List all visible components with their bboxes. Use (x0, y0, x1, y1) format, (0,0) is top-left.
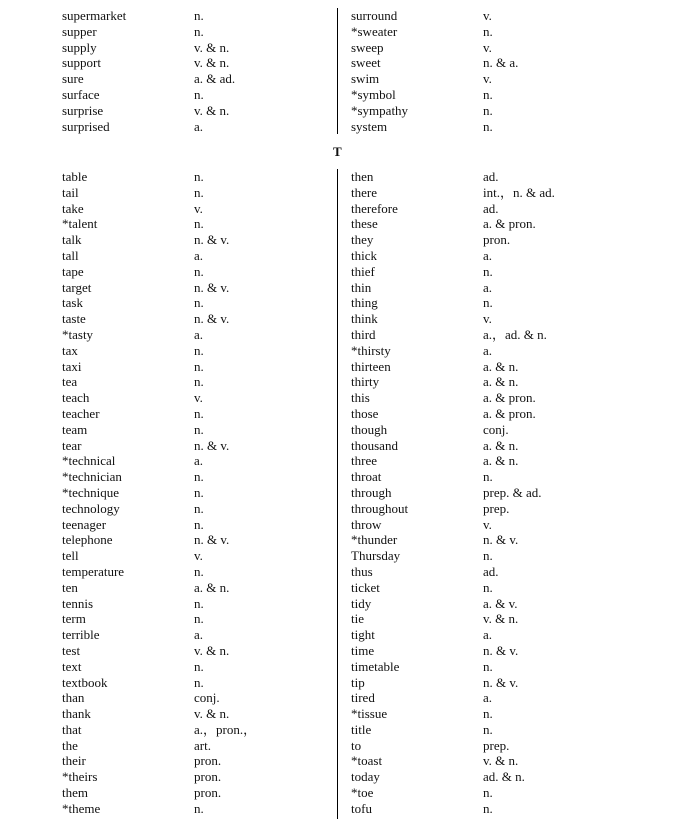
part-of-speech: n. (483, 658, 493, 674)
part-of-speech: n. & v. (194, 532, 230, 548)
vocab-word: *tissue (351, 706, 388, 722)
vocab-word: table (62, 169, 88, 184)
vocab-word: thing (351, 295, 378, 311)
part-of-speech: n. (483, 548, 493, 564)
part-of-speech: art. (194, 737, 211, 753)
part-of-speech: a. (194, 247, 204, 263)
vocab-word: tidy (351, 595, 372, 611)
vocab-word: *technique (62, 484, 120, 500)
vocab-word: thick (351, 247, 377, 263)
vocab-word: test (62, 642, 81, 658)
part-of-speech: n. & v. (483, 674, 519, 690)
vocab-word: tail (62, 184, 79, 200)
part-of-speech: pron. (194, 785, 222, 801)
vocab-word: *talent (62, 216, 98, 232)
part-of-speech: n. & v. (194, 311, 230, 327)
vocab-word: telephone (62, 532, 113, 548)
part-of-speech: n. & v. (483, 642, 519, 658)
vocab-word: sweep (351, 39, 384, 55)
part-of-speech: ad. (483, 169, 499, 184)
vocab-word: then (351, 169, 374, 184)
part-of-speech: n. (483, 86, 493, 102)
vocab-word: *theirs (62, 769, 98, 785)
part-of-speech: a.，ad. & n. (483, 326, 547, 342)
vocab-word: throughout (351, 500, 409, 516)
vocab-word: *symbol (351, 86, 396, 102)
part-of-speech: v. (194, 548, 203, 564)
vocab-word: thousand (351, 437, 398, 453)
vocab-word: ten (62, 579, 78, 595)
vocab-word: swim (351, 71, 380, 87)
part-of-speech: a. & n. (483, 453, 519, 469)
vocab-word: tofu (351, 800, 372, 816)
vocab-word: taxi (62, 358, 82, 374)
vocab-word: timetable (351, 658, 400, 674)
part-of-speech: a. & pron. (483, 216, 536, 232)
part-of-speech: v. (483, 516, 492, 532)
part-of-speech: a. (483, 342, 493, 358)
vocab-word: supper (62, 23, 97, 39)
part-of-speech: n. (194, 405, 204, 421)
vocab-word: teenager (62, 516, 107, 532)
part-of-speech: n. (483, 721, 493, 737)
part-of-speech: a. & n. (483, 374, 519, 390)
part-of-speech: a. (483, 247, 493, 263)
vocab-word: textbook (62, 674, 108, 690)
part-of-speech: v. & n. (483, 753, 519, 769)
vocab-word: thin (351, 279, 372, 295)
part-of-speech: a. (194, 627, 204, 643)
vocab-word: surprise (62, 102, 104, 118)
part-of-speech: n. (194, 595, 204, 611)
part-of-speech: n. (483, 706, 493, 722)
part-of-speech: n. (194, 358, 204, 374)
part-of-speech: ad. (483, 563, 499, 579)
vocab-word: surround (351, 8, 398, 23)
part-of-speech: n. (483, 800, 493, 816)
part-of-speech: n. (483, 263, 493, 279)
part-of-speech: n. (194, 658, 204, 674)
vocab-word: tall (62, 247, 79, 263)
part-of-speech: a. (194, 326, 204, 342)
part-of-speech: a. (483, 627, 493, 643)
vocab-word: therefore (351, 200, 398, 216)
vocab-word: *sympathy (351, 102, 409, 118)
part-of-speech: pron. (194, 769, 222, 785)
part-of-speech: v. (194, 390, 203, 406)
part-of-speech: n. (194, 342, 204, 358)
part-of-speech: a. & ad. (194, 71, 236, 87)
vocab-word: teacher (62, 405, 100, 421)
part-of-speech: a.，pron.， (194, 721, 257, 737)
vocab-word: those (351, 405, 379, 421)
vocab-word: though (351, 421, 388, 437)
vocab-word: tight (351, 627, 375, 643)
vocab-word: supply (62, 39, 97, 55)
vocab-word: sure (62, 71, 84, 87)
part-of-speech: pron. (483, 232, 511, 248)
vocab-word: these (351, 216, 378, 232)
part-of-speech: n. & v. (194, 232, 230, 248)
part-of-speech: conj. (194, 690, 220, 706)
part-of-speech: a. & v. (483, 595, 518, 611)
part-of-speech: a. & n. (483, 358, 519, 374)
part-of-speech: n. (194, 8, 204, 23)
vocab-word: ticket (351, 579, 380, 595)
part-of-speech: v. (194, 200, 203, 216)
part-of-speech: v. & n. (194, 55, 230, 71)
vocab-word: tea (62, 374, 78, 390)
part-of-speech: v. & n. (194, 102, 230, 118)
part-of-speech: n. (194, 516, 204, 532)
vocab-word: taste (62, 311, 86, 327)
vocab-word: *sweater (351, 23, 398, 39)
vocab-word: surface (62, 86, 100, 102)
vocab-word: *technical (62, 453, 116, 469)
vocab-word: than (62, 690, 85, 706)
part-of-speech: n. & v. (194, 437, 230, 453)
part-of-speech: n. (194, 800, 204, 816)
part-of-speech: n. (194, 86, 204, 102)
part-of-speech: v. (483, 311, 492, 327)
part-of-speech: v. & n. (194, 706, 230, 722)
part-of-speech: n. (194, 674, 204, 690)
part-of-speech: n. (194, 421, 204, 437)
vocab-word: teach (62, 390, 90, 406)
vocab-word: surprised (62, 118, 110, 134)
part-of-speech: n. (483, 102, 493, 118)
part-of-speech: a. (483, 279, 493, 295)
part-of-speech: a. & pron. (483, 390, 536, 406)
part-of-speech: a. & pron. (483, 405, 536, 421)
part-of-speech: n. (194, 484, 204, 500)
vocab-word: the (62, 737, 78, 753)
vocab-word: tired (351, 690, 375, 706)
vocab-word: tax (62, 342, 78, 358)
vocab-word: throat (351, 469, 382, 485)
part-of-speech: prep. & ad. (483, 484, 542, 500)
vocab-word: *technician (62, 469, 122, 485)
vocab-word: target (62, 279, 92, 295)
part-of-speech: n. (194, 216, 204, 232)
vocab-word: three (351, 453, 377, 469)
vocab-word: technology (62, 500, 120, 516)
part-of-speech: a. (194, 118, 204, 134)
part-of-speech: v. & n. (483, 611, 519, 627)
part-of-speech: prep. (483, 500, 510, 516)
vocab-word: take (62, 200, 84, 216)
part-of-speech: ad. (483, 200, 499, 216)
part-of-speech: n. (483, 118, 493, 134)
vocab-word: Thursday (351, 548, 401, 564)
part-of-speech: n. (483, 23, 493, 39)
vocab-word: supermarket (62, 8, 127, 23)
vocab-word: to (351, 737, 362, 753)
vocab-word: term (62, 611, 86, 627)
part-of-speech: v. (483, 71, 492, 87)
part-of-speech: n. & v. (483, 532, 519, 548)
vocab-word: thus (351, 563, 373, 579)
part-of-speech: n. (194, 169, 204, 184)
vocab-word: third (351, 326, 376, 342)
vocab-word: *thirsty (351, 342, 391, 358)
vocab-word: their (62, 753, 86, 769)
part-of-speech: v. (483, 8, 492, 23)
column-divider-top (337, 8, 338, 134)
part-of-speech: n. (483, 579, 493, 595)
vocab-word: system (351, 118, 388, 134)
part-of-speech: n. & a. (483, 55, 519, 71)
vocab-word: today (351, 769, 380, 785)
part-of-speech: a. & n. (483, 437, 519, 453)
vocab-word: thief (351, 263, 375, 279)
vocab-word: *thunder (351, 532, 398, 548)
vocab-word: through (351, 484, 392, 500)
part-of-speech: n. (194, 469, 204, 485)
part-of-speech: v. (483, 39, 492, 55)
column-divider-bottom (337, 169, 338, 819)
vocab-word: this (351, 390, 370, 406)
vocab-word: support (62, 55, 101, 71)
vocab-word: team (62, 421, 88, 437)
vocab-word: thank (62, 706, 91, 722)
part-of-speech: n. (194, 263, 204, 279)
vocab-word: sweet (351, 55, 381, 71)
part-of-speech: a. (483, 690, 493, 706)
vocab-word: task (62, 295, 83, 311)
part-of-speech: n. (194, 184, 204, 200)
vocab-word: that (62, 721, 82, 737)
vocab-word: there (351, 184, 377, 200)
part-of-speech: a. & n. (194, 579, 230, 595)
part-of-speech: prep. (483, 737, 510, 753)
part-of-speech: ad. & n. (483, 769, 525, 785)
vocab-word: *tasty (62, 326, 94, 342)
vocab-word: *theme (62, 800, 101, 816)
vocab-word: them (62, 785, 88, 801)
vocab-word: tennis (62, 595, 94, 611)
vocab-word: temperature (62, 563, 125, 579)
part-of-speech: n. (194, 611, 204, 627)
vocab-word: text (62, 658, 82, 674)
vocab-word: thirteen (351, 358, 391, 374)
vocab-word: title (351, 721, 372, 737)
part-of-speech: pron. (194, 753, 222, 769)
vocab-word: *toe (351, 785, 374, 801)
part-of-speech: int.，n. & ad. (483, 184, 555, 200)
vocab-word: tell (62, 548, 79, 564)
vocab-word: throw (351, 516, 382, 532)
vocab-word: they (351, 232, 374, 248)
part-of-speech: n. (483, 469, 493, 485)
vocab-word: thirty (351, 374, 380, 390)
part-of-speech: n. (483, 295, 493, 311)
vocab-word: *toast (351, 753, 383, 769)
part-of-speech: v. & n. (194, 39, 230, 55)
part-of-speech: n. (194, 23, 204, 39)
part-of-speech: conj. (483, 421, 509, 437)
vocab-word: tip (351, 674, 365, 690)
vocab-word: tie (351, 611, 364, 627)
part-of-speech: v. & n. (194, 642, 230, 658)
part-of-speech: n. (483, 785, 493, 801)
vocab-word: tape (62, 263, 84, 279)
vocab-word: talk (62, 232, 82, 248)
part-of-speech: n. (194, 374, 204, 390)
section-letter: T (333, 144, 342, 159)
part-of-speech: a. (194, 453, 204, 469)
vocab-word: tear (62, 437, 82, 453)
part-of-speech: n. (194, 500, 204, 516)
part-of-speech: n. (194, 563, 204, 579)
part-of-speech: n. & v. (194, 279, 230, 295)
vocab-word: time (351, 642, 375, 658)
vocab-word: think (351, 311, 378, 327)
vocab-word: terrible (62, 627, 100, 643)
part-of-speech: n. (194, 295, 204, 311)
